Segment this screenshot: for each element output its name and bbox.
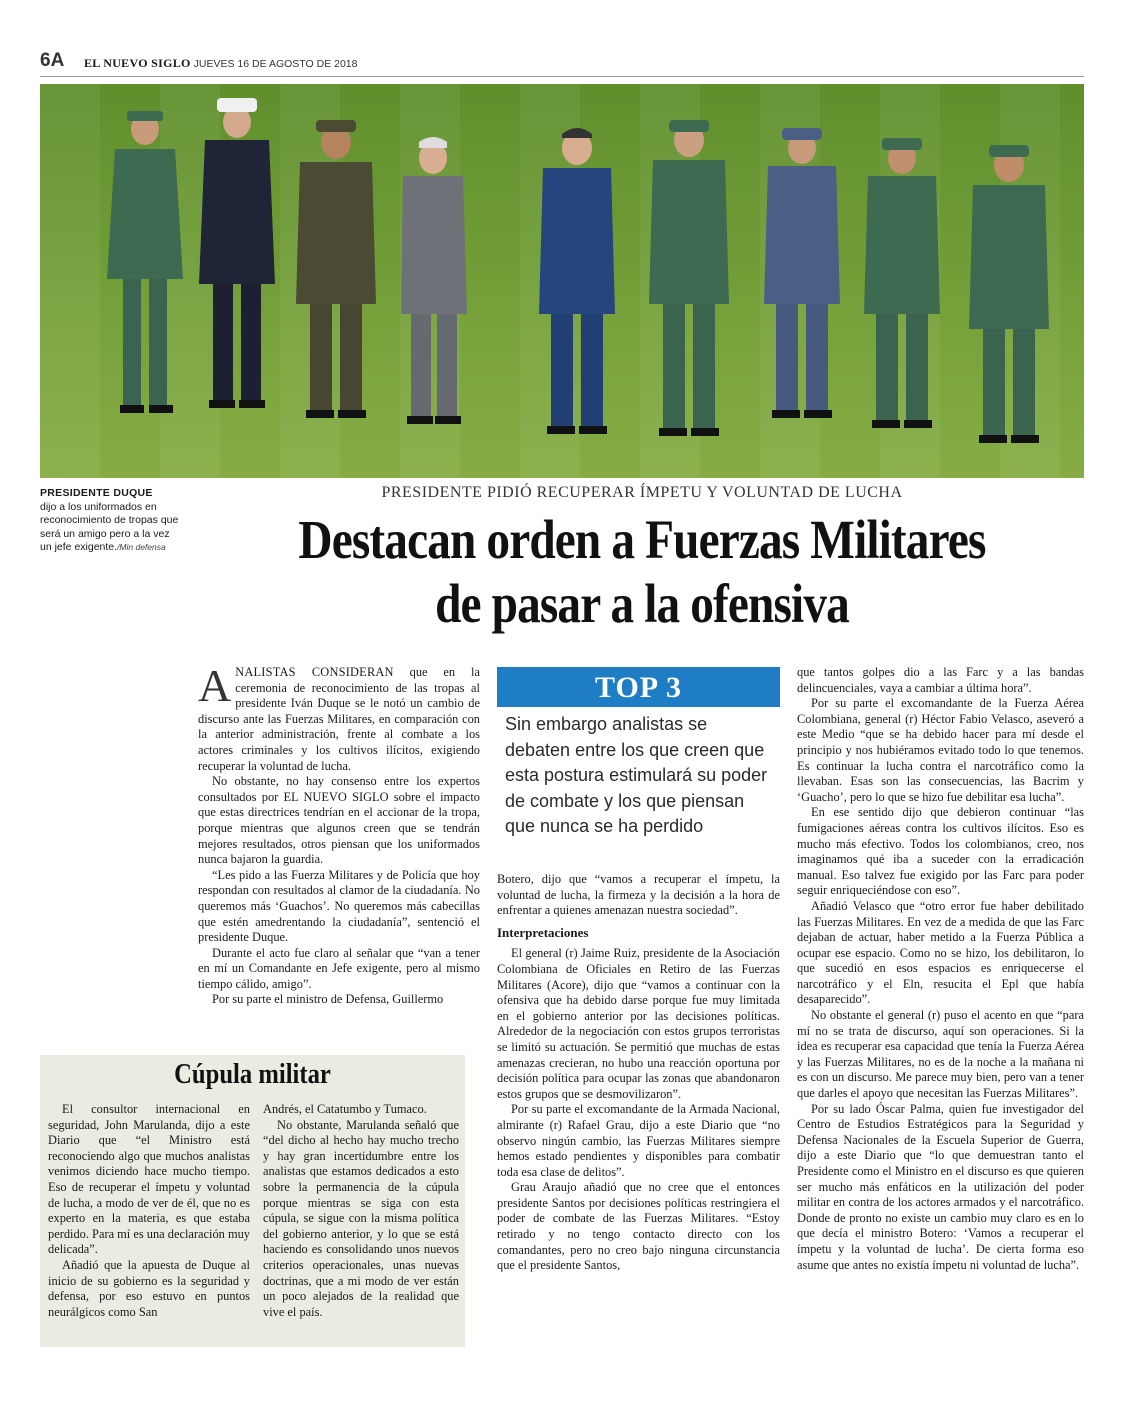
military-parade-photo (40, 84, 1084, 478)
paragraph: “Les pido a las Fuerza Militares y de Policía que hoy respondan con resultados al clamor de la ciudadanía. No queremos más ‘Guachos’. No queremos más cabecillas que estén amedrentando la ciudadanía”, sentenció el presidente Duque. (198, 867, 480, 945)
headline (262, 508, 1022, 636)
kicker: PRESIDENTE PIDIÓ RECUPERAR ÍMPETU Y VOLUNTAD DE LUCHA (381, 484, 903, 501)
sidebar-column-2 (263, 1102, 459, 1320)
article-column-3 (797, 665, 1084, 1273)
paragraph: El consultor internacional en seguridad, John Marulanda, dijo a este Diario que “el Ministro está reconociendo algo que muchos analistas venimos diciendo hace mucho tiempo. Eso de recuperar el ímpetu y voluntad de lucha, a modo de ver de él, que no es experto en la materia, es que estaba perdido. Para mí es una declaración muy delicada”. (48, 1102, 250, 1257)
paragraph: En ese sentido dijo que debieron continuar “las fumigaciones aéreas contra los cultivos ilícitos. Eso es mucho más efectivo. Todos los colombianos, creo, nos imaginamos qué iba a suceder con la erradicación manual. Eso talvez fue exigido por las Farc para poder seguir enriqueciéndose con eso”. (797, 805, 1084, 898)
paragraph: Andrés, el Catatumbo y Tumaco. (263, 1102, 427, 1116)
headline-line-1: Destacan orden a Fuerzas Militares (298, 509, 986, 570)
top3-text: Sin embargo analistas se debaten entre los que creen que esta postura estimulará su poder de combate y los que piensan que nunca se ha perdido (505, 714, 768, 837)
paragraph: No obstante, Marulanda señaló que “del dicho al hecho hay mucho trecho y hay gran incertidumbre entre los analistas que estamos dedicados a esto sobre la permanencia de la cúpula porque mientras se siga con esta cúpula, se sigue con la misma política del gobierno anterior, y lo que se está haciendo es consolidando unos nuevos criterios operacionales, unas nuevas doctrinas, que a mi modo de ver están un poco alejados de la realidad que vive el país. (263, 1117, 459, 1319)
masthead (84, 56, 357, 71)
article-column-2 (497, 872, 780, 1274)
paragraph: que tantos golpes dio a las Farc y a las bandas delincuenciales, vaya a cambiar a última hora”. (797, 665, 1084, 695)
paragraph: Añadió que la apuesta de Duque al inicio de su gobierno es la seguridad y defensa, por eso estuvo en puntos neurálgicos como San (48, 1257, 250, 1319)
top3-title: TOP 3 (497, 667, 780, 707)
paragraph: No obstante el general (r) puso el acento en que “para mí no se trata de discurso, aquí son operaciones. Si la idea es recuperar esa capacidad que tenía la Fuerza Aérea y las Fuerzas Militares, no es de la noche a la mañana ni es con un discurso. Me parece muy bien, pero van a tener que darles el apoyo que necesitan las Fuerzas Militares”. (797, 1008, 1084, 1101)
subhead: Interpretaciones (497, 924, 589, 940)
photo-illustration (40, 84, 1084, 478)
paragraph: Por su parte el excomandante de la Fuerza Aérea Colombiana, general (r) Héctor Fabio Velasco, aseveró a este Medio “que se ha debido hacer para mí desde el principio y nos hubiéramos evitado todo lo que tenemos. Es continuar la lucha contra el narcotráfico como la llevaban. Esas son las consecuencias, las Bacrim y ‘Guacho’, pero lo que se hizo fue debilitar esa lucha”. (797, 696, 1084, 804)
lead-caps: NALISTAS CONSIDERAN (235, 665, 394, 679)
caption-lead: PRESIDENTE DUQUE (40, 487, 153, 499)
lead-paragraph (198, 660, 480, 774)
lead-text: que en la ceremonia de reconocimiento de las tropas al presidente Iván Duque se le notó un cambio de discurso ante las Fuerzas Militares, en comparación con la anterior administración, frente al combate a los actores criminales y los cultivos ilícitos, exigiendo recuperar la voluntad de lucha. (198, 665, 480, 773)
paragraph: No obstante, no hay consenso entre los expertos consultados por EL NUEVO SIGLO sobre el impacto que estas directrices tendrían en el accionar de la tropa, porque mientras que algunos creen que se tendrán mejores resultados, otros piensan que los uniformados nunca bajaron la guardia. (198, 774, 480, 867)
paragraph: Botero, dijo que “vamos a recuperar el ímpetu, la voluntad de lucha, la firmeza y la decisión a la hora de enfrentar a quienes amenazan nuestra sociedad”. (497, 872, 780, 918)
photo-caption (40, 487, 180, 555)
dropcap: A (198, 660, 232, 711)
paragraph: Por su parte el ministro de Defensa, Guillermo (212, 992, 444, 1007)
paragraph: El general (r) Jaime Ruiz, presidente de la Asociación Colombiana de Oficiales en Retiro de las Fuerzas Militares (Acore), dijo que “vamos a continuar con la ofensiva que ha debido darse porque fue muy limitada en el gobierno anterior por las decisiones políticas. Alrededor de la negociación con estos grupos terroristas se limitó su actuación. Se permitió que muchas de estas amenazas crecieran, no hubo una reacción oportuna por decisión política para ocupar las zonas que abandonaron estos grupos que se desmovilizaron”. (497, 946, 780, 1101)
paragraph: Durante el acto fue claro al señalar que “van a tener en mí un Comandante en Jefe exigente, pero al mismo tiempo cálido, amigo”. (198, 945, 480, 991)
article-column-1 (198, 660, 480, 1008)
publication-name: EL NUEVO SIGLO (84, 56, 191, 70)
page-number: 6A (40, 50, 65, 71)
header-rule (40, 76, 1084, 77)
paragraph: Añadió Velasco que “otro error fue haber debilitado las Fuerzas Militares. En vez de a medida de que las Farc dejaban de actuar, haber metido a la Fuerza Pública a ocupar ese espacio. Como no se hizo, los debilitaron, lo que sucedió en esos espacios es enriquecerse el narcotráfico y el Eln, resucita el Epl que había desaparecido”. (797, 898, 1084, 1007)
sidebar-title: Cúpula militar (174, 1059, 331, 1090)
photo-credit: /Min defensa (117, 542, 166, 552)
paragraph: Por su lado Óscar Palma, quien fue investigador del Centro de Estudios Estratégicos para la Seguridad y Defensa Nacionales de la Escuela Superior de Guerra, dijo a este Diario que “lo que demuestran tanto el Presidente como el Ministro en el discurso es que quieren ser mucho más enfáticos en la utilización del poder militar en contra de los actores armados y el narcotráfico. Donde de pronto no existe un cambio muy claro es en lo que decía el ministro Botero: ‘Vamos a recuperar el ímpetu y la voluntad de lucha’. De cierta forma eso asume que antes no existía ímpetu ni voluntad de lucha”. (797, 1101, 1084, 1272)
sidebar-column-1 (48, 1102, 250, 1320)
headline-line-2: de pasar a la ofensiva (435, 573, 849, 634)
publication-date: JUEVES 16 DE AGOSTO DE 2018 (193, 58, 358, 70)
paragraph: Grau Araujo añadió que no cree que el entonces presidente Santos por decisiones políticas restringiera el poder de combate de las Fuerzas Militares. “Estoy retirado y no tengo contacto directo con los comandantes, pero no creo bajo ninguna circunstancia que el presidente Santos, (497, 1180, 780, 1273)
paragraph: Por su parte el excomandante de la Armada Nacional, almirante (r) Rafael Grau, dijo a este Diario que “no observo ningún cambio, las Fuerzas Militares siempre hemos estado pendientes y disponibles para combatir toda esa clase de delitos”. (497, 1102, 780, 1179)
caption-text: dijo a los uniformados en reconocimiento de tropas que será un amigo pero a la vez un jefe exigente. (40, 500, 179, 553)
